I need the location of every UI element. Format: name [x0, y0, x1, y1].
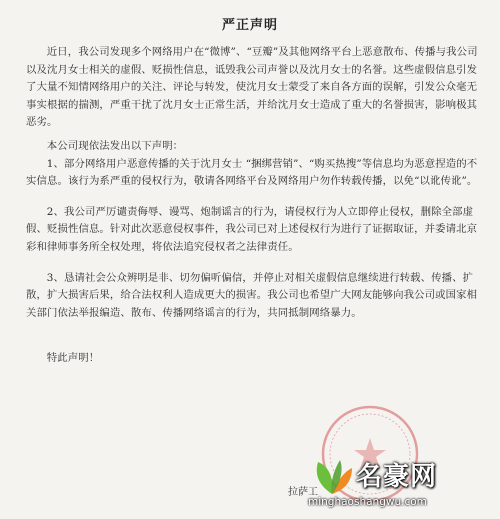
document-title: 严正声明: [221, 18, 278, 33]
paragraph-intro: 近日，我公司发现多个网络用户在“微博”、“豆瓣”及其他网络平台上恶意散布、传播与我公司以及沈月女士相关的虚假、贬损性信息，诋毁我公司声誉以及沈月女士的名誉。这些虚假信息引发了大量不知情网络用户的关注、评论与转发，使沈月女士蒙受了来自各方面的误解，引发公众毫无事实根据的揣测，严重干扰了沈月女士正常生活，并给沈月女士造成了重大的名誉损害，影响极其恶劣。: [26, 46, 478, 129]
signature-company: 拉萨工: [288, 487, 318, 498]
paragraph-point-3: 3、恳请社会公众辨明是非、切勿偏听偏信，并停止对相关虚假信息继续进行转载、传播、扩散，扩大损害后果，给合法权利人造成更大的损害。我公司也希望广大网友能够向我公司或国家相关部门依法举报编造、散布、传播网络谣言的行为，共同抵制网络暴力。: [26, 271, 478, 319]
paragraph-declaration: 本公司现依法发出以下声明：: [46, 139, 184, 152]
paragraph-point-1: 1、部分网络用户恶意传播的关于沈月女士 “捆绑营销”、“购买热搜”等信息均为恶意捏造的不实信息。该行为系严重的侵权行为，敬请各网络平台及网络用户勿作转载传播，以免“以讹传讹”。: [26, 157, 478, 188]
watermark-name: 名豪网: [356, 462, 438, 492]
document-body: [26, 44, 478, 368]
watermark-url: minghaoshangwu.com: [308, 496, 427, 508]
site-watermark: [300, 456, 500, 519]
leaf-logo-icon: [310, 456, 354, 496]
paragraph-closing: 特此声明！: [46, 352, 100, 365]
paragraph-point-2: 2、我公司严厉谴责侮辱、谩骂、炮制谣言的行为，请侵权行为人立即停止侵权，删除全部虚假、贬损性信息。针对此次恶意侵权事件，我公司已对上述侵权行为进行了证据取证，并委请北京彩和律师事务所全权处理，将依法追究侵权者之法律责任。: [26, 205, 478, 253]
